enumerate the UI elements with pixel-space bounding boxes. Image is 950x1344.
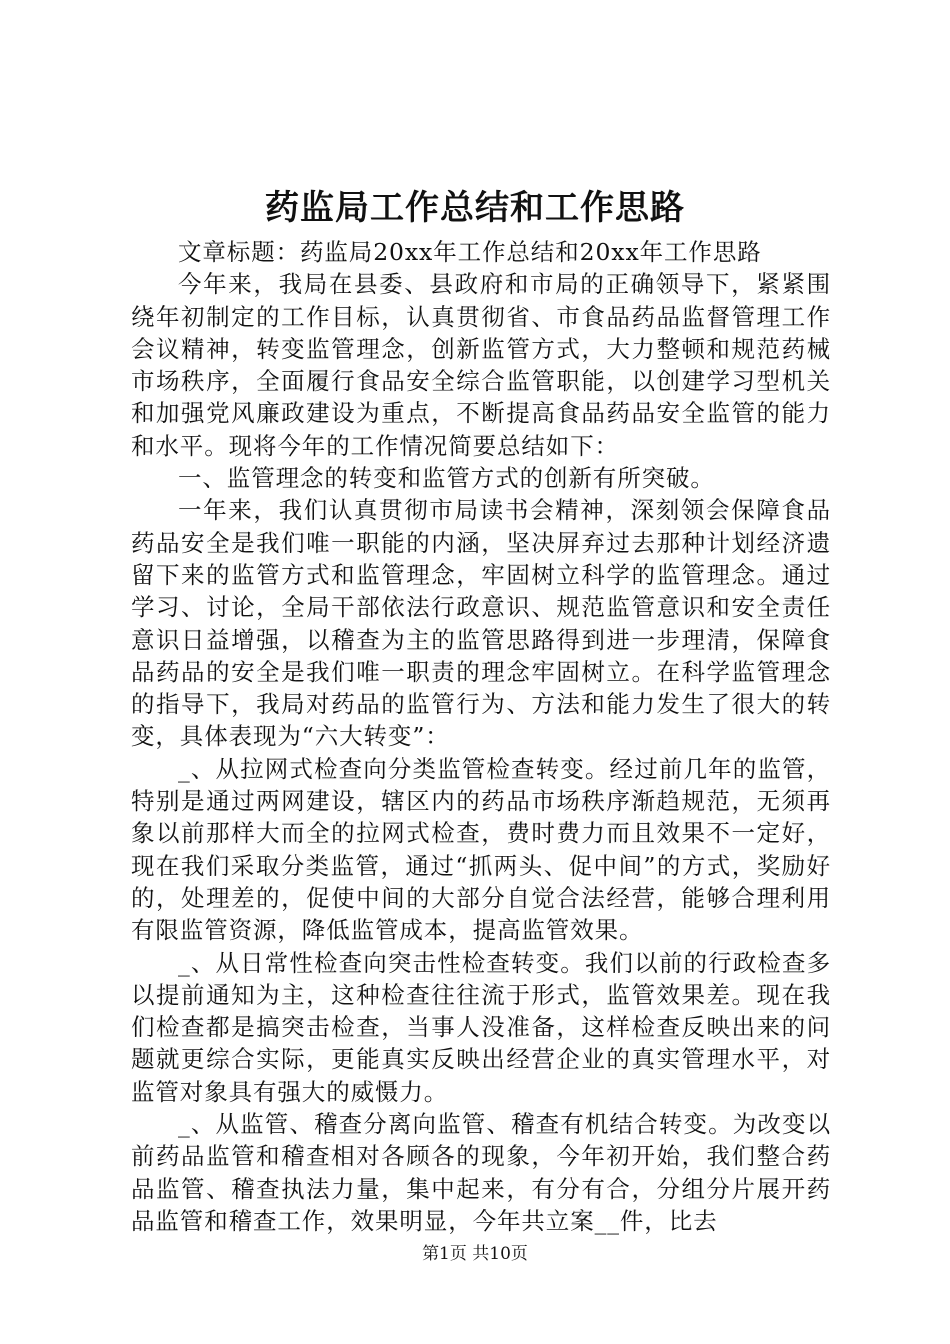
- article-heading-line: 文章标题：药监局20xx年工作总结和20xx年工作思路: [178, 238, 762, 266]
- intro-paragraph: 今年来，我局在县委、县政府和市局的正确领导下，紧紧围绕年初制定的工作目标，认真贯彻省、市食品药品监督管理工作会议精神，转变监管理念，创新监管方式，大力整顿和规范药械市场秩序，全面履行食品安全综合监管职能，以创建学习型机关和加强党风廉政建设为重点，不断提高食品药品安全监管的能力和水平。现将今年的工作情况简要总结如下：: [131, 270, 831, 460]
- body-paragraph: _、从拉网式检查向分类监管检查转变。经过前几年的监管，特别是通过两网建设，辖区内的药品市场秩序渐趋规范，无须再象以前那样大而全的拉网式检查，费时费力而且效果不一定好，现在我们采取分类监管，通过“抓两头、促中间”的方式，奖励好的，处理差的，促使中间的大部分自觉合法经营，能够合理利用有限监管资源，降低监管成本，提高监管效果。: [131, 754, 831, 945]
- page-footer: 第1页 共10页: [422, 1244, 528, 1264]
- body-paragraph: _、从监管、稽查分离向监管、稽查有机结合转变。为改变以前药品监管和稽查相对各顾各的现象，今年初开始，我们整合药品监管、稽查执法力量，集中起来，有分有合，分组分片展开药品监管和稽查工作，效果明显，今年共立案__件，比去: [131, 1110, 831, 1235]
- body-paragraph: 一年来，我们认真贯彻市局读书会精神，深刻领会保障食品药品安全是我们唯一职能的内涵，坚决屏弃过去那种计划经济遗留下来的监管方式和监管理念，牢固树立科学的监管理念。通过学习、讨论，全局干部依法行政意识、规范监管意识和安全责任意识日益增强，以稽查为主的监管思路得到进一步理清，保障食品药品的安全是我们唯一职责的理念牢固树立。在科学监管理念的指导下，我局对药品的监管行为、方法和能力发生了很大的转变，具体表现为“六大转变”：: [131, 496, 831, 751]
- section-heading-1: 一、监管理念的转变和监管方式的创新有所突破。: [178, 464, 715, 493]
- document-title: 药监局工作总结和工作思路: [265, 188, 685, 228]
- body-paragraph: _、从日常性检查向突击性检查转变。我们以前的行政检查多以提前通知为主，这种检查往往流于形式，监管效果差。现在我们检查都是搞突击检查，当事人没准备，这样检查反映出来的问题就更综合实际，更能真实反映出经营企业的真实管理水平，对监管对象具有强大的威慑力。: [131, 948, 831, 1106]
- document-body: [131, 236, 831, 1237]
